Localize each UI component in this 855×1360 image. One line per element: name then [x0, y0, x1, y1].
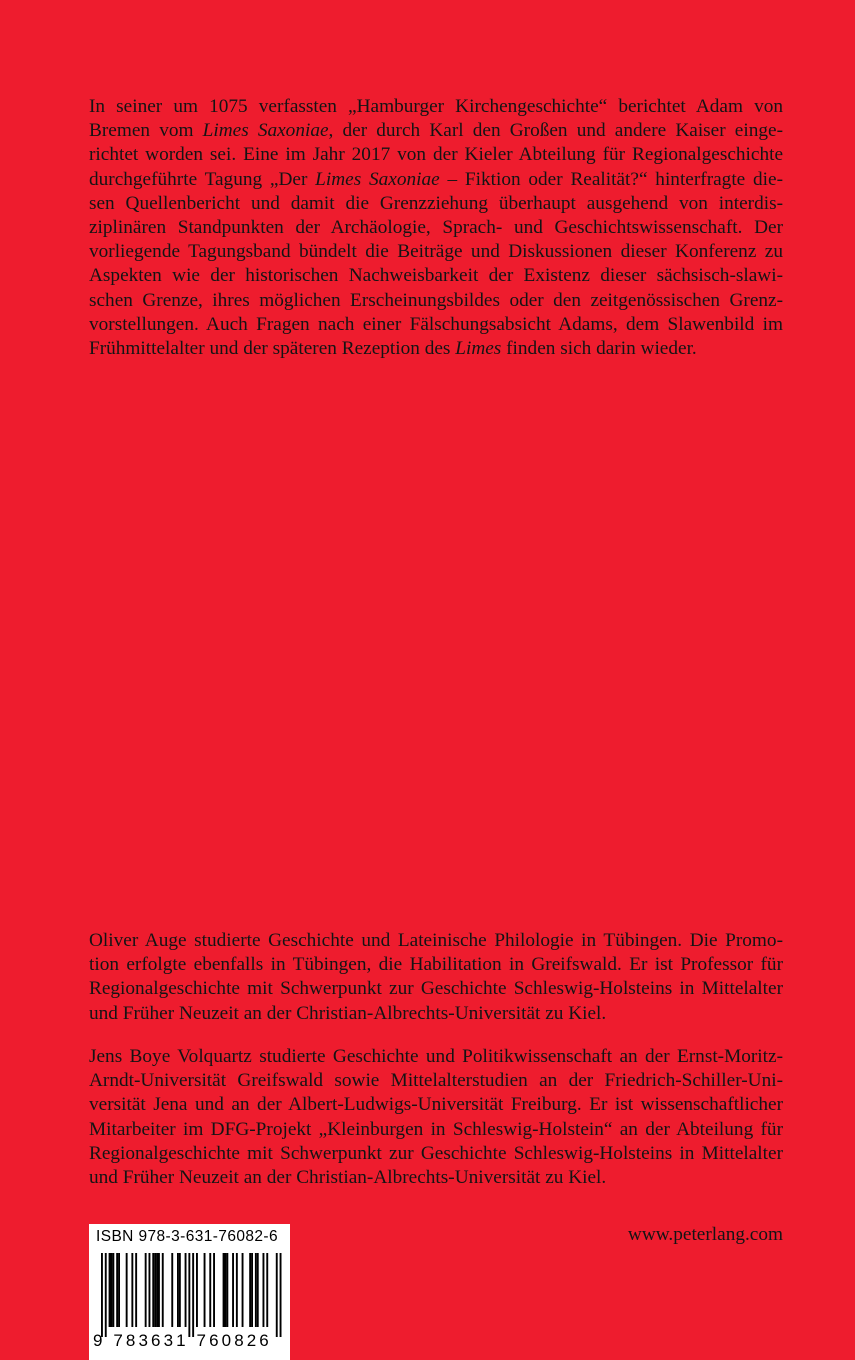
barcode-bar — [204, 1253, 206, 1327]
text-line — [89, 1069, 783, 1093]
barcode-bar — [158, 1253, 160, 1327]
text-segment: Aspekten wie der historischen Nachweisbarkeit der Existenz dieser sächsisch-slawi- — [89, 265, 783, 287]
text-segment: vorliegende Tagungsband bündelt die Beiträge und Diskussionen dieser Konferenz zu — [89, 241, 783, 263]
text-segment: Frühmittelalter und der späteren Rezeption des — [89, 338, 456, 360]
barcode-digits: 9 783631 760826 — [93, 1331, 272, 1350]
text-line — [89, 929, 783, 953]
text-segment: In seiner um 1075 verfassten „Hamburger Kirchengeschichte“ berichtet Adam von — [89, 96, 783, 117]
barcode-bar — [223, 1253, 225, 1327]
barcode-bar — [179, 1253, 181, 1327]
barcode-bar — [145, 1253, 147, 1327]
barcode-bar — [188, 1253, 190, 1337]
book-summary — [89, 95, 783, 361]
barcode-bar — [105, 1253, 107, 1337]
text-line — [89, 1166, 783, 1190]
text-segment: versität Jena und an der Albert-Ludwigs-Universität Freiburg. Er ist wissenschaftlicher — [89, 1094, 783, 1116]
isbn-barcode — [89, 1224, 290, 1360]
barcode-bar — [149, 1253, 151, 1327]
barcode-bar — [263, 1253, 265, 1327]
text-line — [89, 1142, 783, 1166]
barcode-bar — [126, 1253, 128, 1327]
barcode-bar — [280, 1253, 282, 1337]
publisher-website[interactable]: www.peterlang.com — [627, 1224, 783, 1245]
barcode-bar — [177, 1253, 179, 1327]
barcode-bar — [242, 1253, 244, 1327]
barcode-bar — [257, 1253, 259, 1327]
text-line — [89, 216, 783, 240]
text-line — [89, 264, 783, 288]
barcode-bar — [156, 1253, 158, 1327]
barcode-bar — [236, 1253, 238, 1327]
barcode-bar — [116, 1253, 118, 1327]
barcode-bar — [226, 1253, 228, 1327]
text-segment: – Fiktion oder Realität?“ hinterfragte die- — [439, 168, 783, 190]
barcode-bar — [111, 1253, 113, 1327]
text-line — [89, 240, 783, 264]
text-segment: Arndt-Universität Greifswald sowie Mittelalterstudien an der Friedrich-Schiller-Uni- — [89, 1070, 783, 1092]
text-segment: Bremen vom — [89, 120, 203, 142]
barcode-bar — [266, 1253, 268, 1327]
text-line — [89, 95, 783, 119]
barcode-bar — [135, 1253, 137, 1327]
barcode-bar — [131, 1253, 133, 1327]
text-line — [89, 289, 783, 313]
barcode-bar — [251, 1253, 253, 1327]
barcode-bar — [109, 1253, 111, 1327]
text-line — [89, 337, 783, 361]
text-segment: durchgeführte Tagung „Der — [89, 168, 316, 190]
barcode-bar — [154, 1253, 156, 1327]
text-line — [89, 143, 783, 167]
text-line — [89, 977, 783, 1001]
text-line — [89, 1093, 783, 1117]
text-segment: Oliver Auge studierte Geschichte und Lateinische Philologie in Tübingen. Die Promo- — [89, 930, 783, 951]
text-segment: und Früher Neuzeit an der Christian-Albrechts-Universität zu Kiel. — [89, 1002, 607, 1024]
author-bio-oliver-auge — [89, 929, 783, 1026]
author-bio-jens-boye-volquartz — [89, 1045, 783, 1190]
barcode-bar — [209, 1253, 211, 1327]
text-segment: vorstellungen. Auch Fragen nach einer Fälschungsabsicht Adams, dem Slawenbild im — [89, 313, 783, 335]
barcode-bar — [171, 1253, 173, 1327]
text-segment: finden sich darin wieder. — [501, 338, 697, 360]
barcode-bar — [112, 1253, 114, 1327]
barcode-bar — [162, 1253, 164, 1327]
text-segment: sen Quellenbericht und damit die Grenzziehung überhaupt ausgehend von interdis- — [89, 192, 783, 214]
text-line — [89, 1118, 783, 1142]
text-segment: und Früher Neuzeit an der Christian-Albrechts-Universität zu Kiel. — [89, 1167, 607, 1189]
barcode-bar — [255, 1253, 257, 1327]
text-segment: tion erfolgte ebenfalls in Tübingen, die Habilitation in Greifswald. Er ist Professor für — [89, 954, 783, 976]
text-segment: , der durch Karl den Großen und andere Kaiser einge- — [328, 120, 783, 142]
text-line — [89, 168, 783, 192]
text-segment: Jens Boye Volquartz studierte Geschichte und Politikwissenschaft an der Ernst-Moritz- — [89, 1046, 783, 1067]
text-segment: ziplinären Standpunkten der Archäologie, Sprach- und Geschichtswissenschaft. Der — [89, 217, 783, 239]
text-segment: richtet worden sei. Eine im Jahr 2017 von der Kieler Abteilung für Regionalgeschichte — [89, 144, 783, 166]
text-line — [89, 953, 783, 977]
text-segment: Regionalgeschichte mit Schwerpunkt zur Geschichte Schleswig-Holsteins in Mittelalter — [89, 978, 783, 1000]
italic-term: Limes Saxoniae — [315, 168, 440, 190]
barcode-bar — [152, 1253, 154, 1327]
barcode-bar — [118, 1253, 120, 1327]
text-segment: schen Grenze, ihres möglichen Erscheinungsbildes oder den zeitgenössischen Grenz- — [89, 289, 783, 311]
text-line — [89, 192, 783, 216]
barcode-bar — [276, 1253, 278, 1337]
italic-term: Limes Saxoniae — [202, 120, 329, 142]
isbn-label: ISBN 978-3-631-76082-6 — [96, 1228, 278, 1245]
barcode-bar — [213, 1253, 215, 1327]
text-line — [89, 313, 783, 337]
text-segment: Mitarbeiter im DFG-Projekt „Kleinburgen in Schleswig-Holstein“ an der Abteilung für — [89, 1118, 783, 1140]
barcode-bar — [101, 1253, 103, 1337]
italic-term: Limes — [455, 338, 502, 360]
text-line — [89, 1045, 783, 1069]
barcode-bar — [196, 1253, 198, 1327]
barcode-bars — [89, 1253, 290, 1339]
barcode-bar — [249, 1253, 251, 1327]
text-line — [89, 119, 783, 143]
barcode-bar — [225, 1253, 227, 1327]
text-segment: Regionalgeschichte mit Schwerpunkt zur Geschichte Schleswig-Holsteins in Mittelalter — [89, 1142, 783, 1164]
barcode-bar — [192, 1253, 194, 1337]
barcode-bar — [232, 1253, 234, 1327]
barcode-bar — [185, 1253, 187, 1327]
text-line — [89, 1002, 783, 1026]
